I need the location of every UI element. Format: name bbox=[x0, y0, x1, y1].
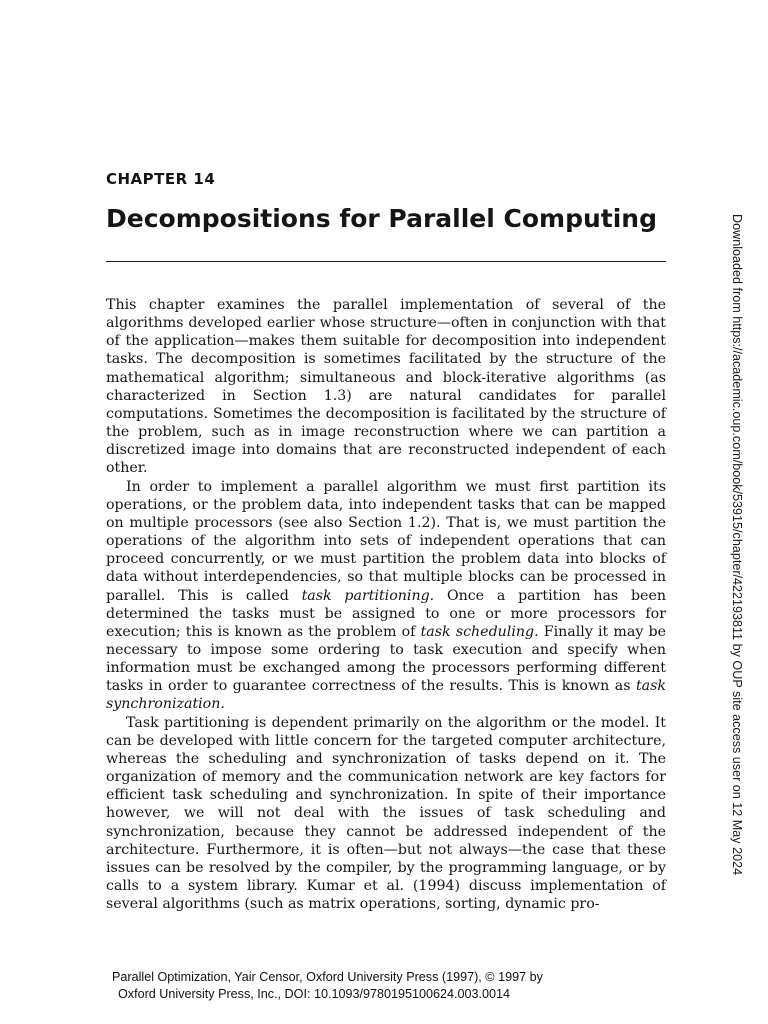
paragraph-text: Finally it may be necessary to impose some ordering to task execution and specify when information must be exchanged among the processors performing different tasks in order to guarantee correctness of the results. This is known as bbox=[106, 623, 666, 695]
body-paragraph bbox=[106, 478, 666, 714]
chapter-label: CHAPTER 14 bbox=[106, 170, 216, 188]
citation-line-2: Oxford University Press, Inc., DOI: 10.1093/9780195100624.003.0014 bbox=[118, 987, 511, 1001]
chapter-body bbox=[106, 296, 666, 913]
citation-line-1: Parallel Optimization, Yair Censor, Oxford University Press (1997), © 1997 by bbox=[112, 970, 543, 984]
citation-footer bbox=[112, 969, 543, 1003]
download-notice: Downloaded from https://academic.oup.com/book/53915/chapter/422193811 by OUP site access user on 12 May 2024 bbox=[730, 214, 744, 876]
emphasized-term: task synchronization. bbox=[106, 678, 666, 713]
emphasized-term: task partitioning. bbox=[301, 587, 435, 604]
body-paragraph bbox=[106, 296, 666, 478]
paragraph-text: In order to implement a parallel algorithm we must first partition its operations, or the problem data, into independent tasks that can be mapped on multiple processors (see also Section 1.2). That is, we must partition the operations of the algorithm into sets of independent operations that can proceed concurrently, or we must partition the problem data into blocks of data without interdependencies, so that multiple blocks can be processed in parallel. This is called bbox=[106, 478, 666, 604]
chapter-title: Decompositions for Parallel Computing bbox=[106, 204, 658, 233]
paragraph-text: Once a partition has been determined the tasks must be assigned to one or more processors for execution; this is known as the problem of bbox=[106, 587, 666, 640]
paragraph-text: Task partitioning is dependent primarily on the algorithm or the model. It can be developed with little concern for the targeted computer architecture, whereas the scheduling and synchronization of tasks depend on it. The organization of memory and the communication network are key factors for efficient task scheduling and synchronization. In spite of their importance however, we will not deal with the issues of task scheduling and synchronization, because they cannot be addressed independent of the architecture. Furthermore, it is often—but not always—the case that these issues can be resolved by the compiler, by the programming language, or by calls to a system library. Kumar et al. (1994) discuss implementation of several algorithms (such as matrix operations, sorting, dynamic pro- bbox=[106, 714, 666, 913]
body-paragraph bbox=[106, 714, 666, 914]
emphasized-term: task scheduling. bbox=[420, 623, 539, 640]
paragraph-text: This chapter examines the parallel implementation of several of the algorithms developed earlier whose structure—often in conjunction with that of the application—makes them suitable for decomposition into independent tasks. The decomposition is sometimes facilitated by the structure of the mathematical algorithm; simultaneous and block-iterative algorithms (as characterized in Section 1.3) are natural candidates for parallel computations. Sometimes the decomposition is facilitated by the structure of the problem, such as in image reconstruction where we can partition a discretized image into domains that are reconstructed independent of each other. bbox=[106, 297, 666, 477]
title-divider bbox=[106, 261, 666, 262]
